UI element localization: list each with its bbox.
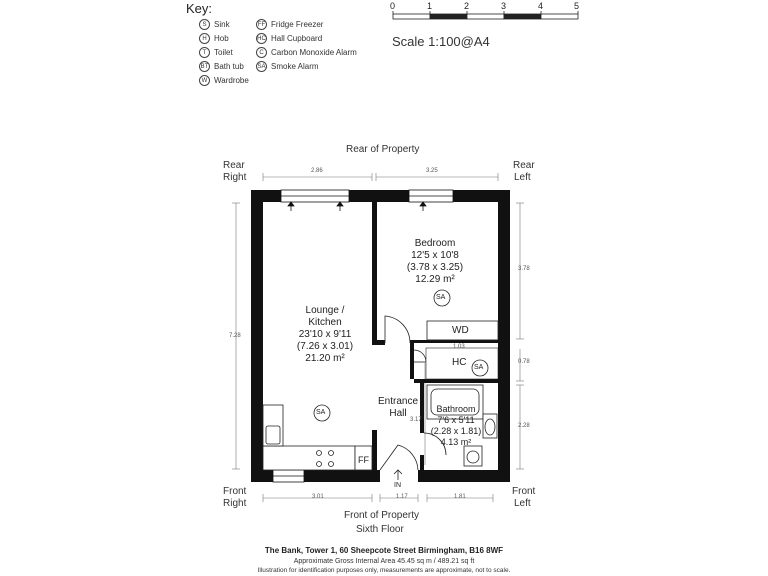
scale-tick-1: 1 (427, 1, 433, 11)
key-symbol-icon: W (199, 75, 210, 86)
key-symbol-icon: SA (256, 61, 267, 72)
front-of-property-label: Front of Property (344, 510, 420, 521)
bedroom-area: 12.29 m² (415, 274, 455, 285)
scale-label: Scale 1:100@A4 (392, 34, 490, 49)
key-label: Bath tub (214, 62, 244, 71)
key-symbol-icon: BT (199, 61, 210, 72)
lounge-name-1: Lounge / (305, 305, 345, 316)
key-symbol-icon: S (199, 19, 210, 30)
bedroom-imperial: 12'5 x 10'8 (411, 250, 459, 261)
scale-tick-0: 0 (390, 1, 396, 11)
rear-of-property-label: Rear of Property (346, 144, 420, 155)
key-symbol-icon: H (199, 33, 210, 44)
rear-right-label-2: Right (223, 172, 247, 183)
scale-tick-3: 3 (501, 1, 507, 11)
wardrobe-label: WD (452, 325, 469, 336)
disclaimer-line: Illustration for identification purposes only, measurements are approximate, not to scale. (257, 567, 511, 574)
toilet (483, 414, 497, 438)
key-symbol-icon: FF (256, 19, 267, 30)
hall-name-2: Hall (389, 408, 407, 419)
dim-hc-width: 1.03 (453, 344, 465, 350)
front-left-label-2: Left (514, 498, 531, 509)
dim-right-bedroom: 3.78 (518, 266, 530, 272)
hall-label (373, 396, 423, 420)
rear-left-label-2: Left (514, 172, 531, 183)
key-symbol-icon: T (199, 47, 210, 58)
bathroom-area: 4.13 m² (440, 437, 472, 447)
rear-left-label-1: Rear (513, 160, 535, 171)
key-label: Hob (214, 34, 229, 43)
area-line: Approximate Gross Internal Area 45.45 sq m / 489.21 sq ft (293, 558, 475, 565)
front-right-label-2: Right (223, 498, 247, 509)
key-symbol-icon: C (256, 47, 267, 58)
fridge-label: FF (358, 455, 369, 465)
lounge-metric: (7.26 x 3.01) (296, 341, 354, 352)
dim-bottom-mid: 1.17 (396, 494, 408, 500)
entrance-label: IN (394, 482, 401, 489)
address-line: The Bank, Tower 1, 60 Sheepcote Street Birmingham, B16 8WF (264, 546, 504, 555)
key-label: Carbon Monoxide Alarm (271, 48, 357, 57)
hall-name-1: Entrance (377, 396, 419, 407)
smoke-alarm-bedroom-label: SA (436, 294, 446, 301)
entrance-arrow (394, 470, 402, 480)
key-label: Wardrobe (214, 76, 249, 85)
bathroom-imperial: 7'6 x 5'11 (437, 415, 475, 425)
hall-cupboard-label: HC (452, 357, 467, 368)
rear-right-label-1: Rear (223, 160, 245, 171)
key-label: Sink (214, 20, 230, 29)
key-label: Smoke Alarm (271, 62, 319, 71)
smoke-alarm-hc-label: SA (474, 364, 484, 371)
scale-tick-4: 4 (538, 1, 544, 11)
dim-left-side: 7.28 (229, 333, 241, 339)
bedroom-label (395, 238, 475, 286)
lounge-imperial: 23'10 x 9'11 (298, 329, 352, 340)
dim-bottom-left: 3.01 (312, 494, 324, 500)
bathroom-name: Bathroom (436, 404, 476, 414)
scale-bar (393, 11, 578, 19)
front-left-label-1: Front (512, 486, 536, 497)
front-right-label-1: Front (223, 486, 247, 497)
lounge-label (280, 305, 370, 365)
scale-tick-5: 5 (574, 1, 580, 11)
lounge-area: 21.20 m² (305, 353, 345, 364)
key-label: Hall Cupboard (271, 34, 323, 43)
dim-hall-height: 3.17 (410, 417, 422, 423)
dim-top-left: 2.86 (311, 168, 323, 174)
bedroom-metric: (3.78 x 3.25) (406, 262, 464, 273)
smoke-alarm-lounge-label: SA (316, 409, 326, 416)
floor-label: Sixth Floor (356, 524, 404, 535)
dim-bottom-right: 1.81 (454, 494, 466, 500)
lounge-name-2: Kitchen (308, 317, 342, 328)
key-symbol-icon: HC (256, 33, 267, 44)
key-label: Fridge Freezer (271, 20, 324, 29)
dim-top-right: 3.25 (426, 168, 438, 174)
dim-right-hc: 0.78 (518, 359, 530, 365)
bedroom-name: Bedroom (414, 238, 456, 249)
key-label: Toilet (214, 48, 233, 57)
key-title: Key: (186, 1, 213, 16)
basin (464, 446, 482, 466)
dim-right-bath: 2.28 (518, 423, 530, 429)
scale-tick-2: 2 (464, 1, 470, 11)
bathroom-label (428, 404, 484, 448)
bathroom-metric: (2.28 x 1.81) (430, 426, 482, 436)
